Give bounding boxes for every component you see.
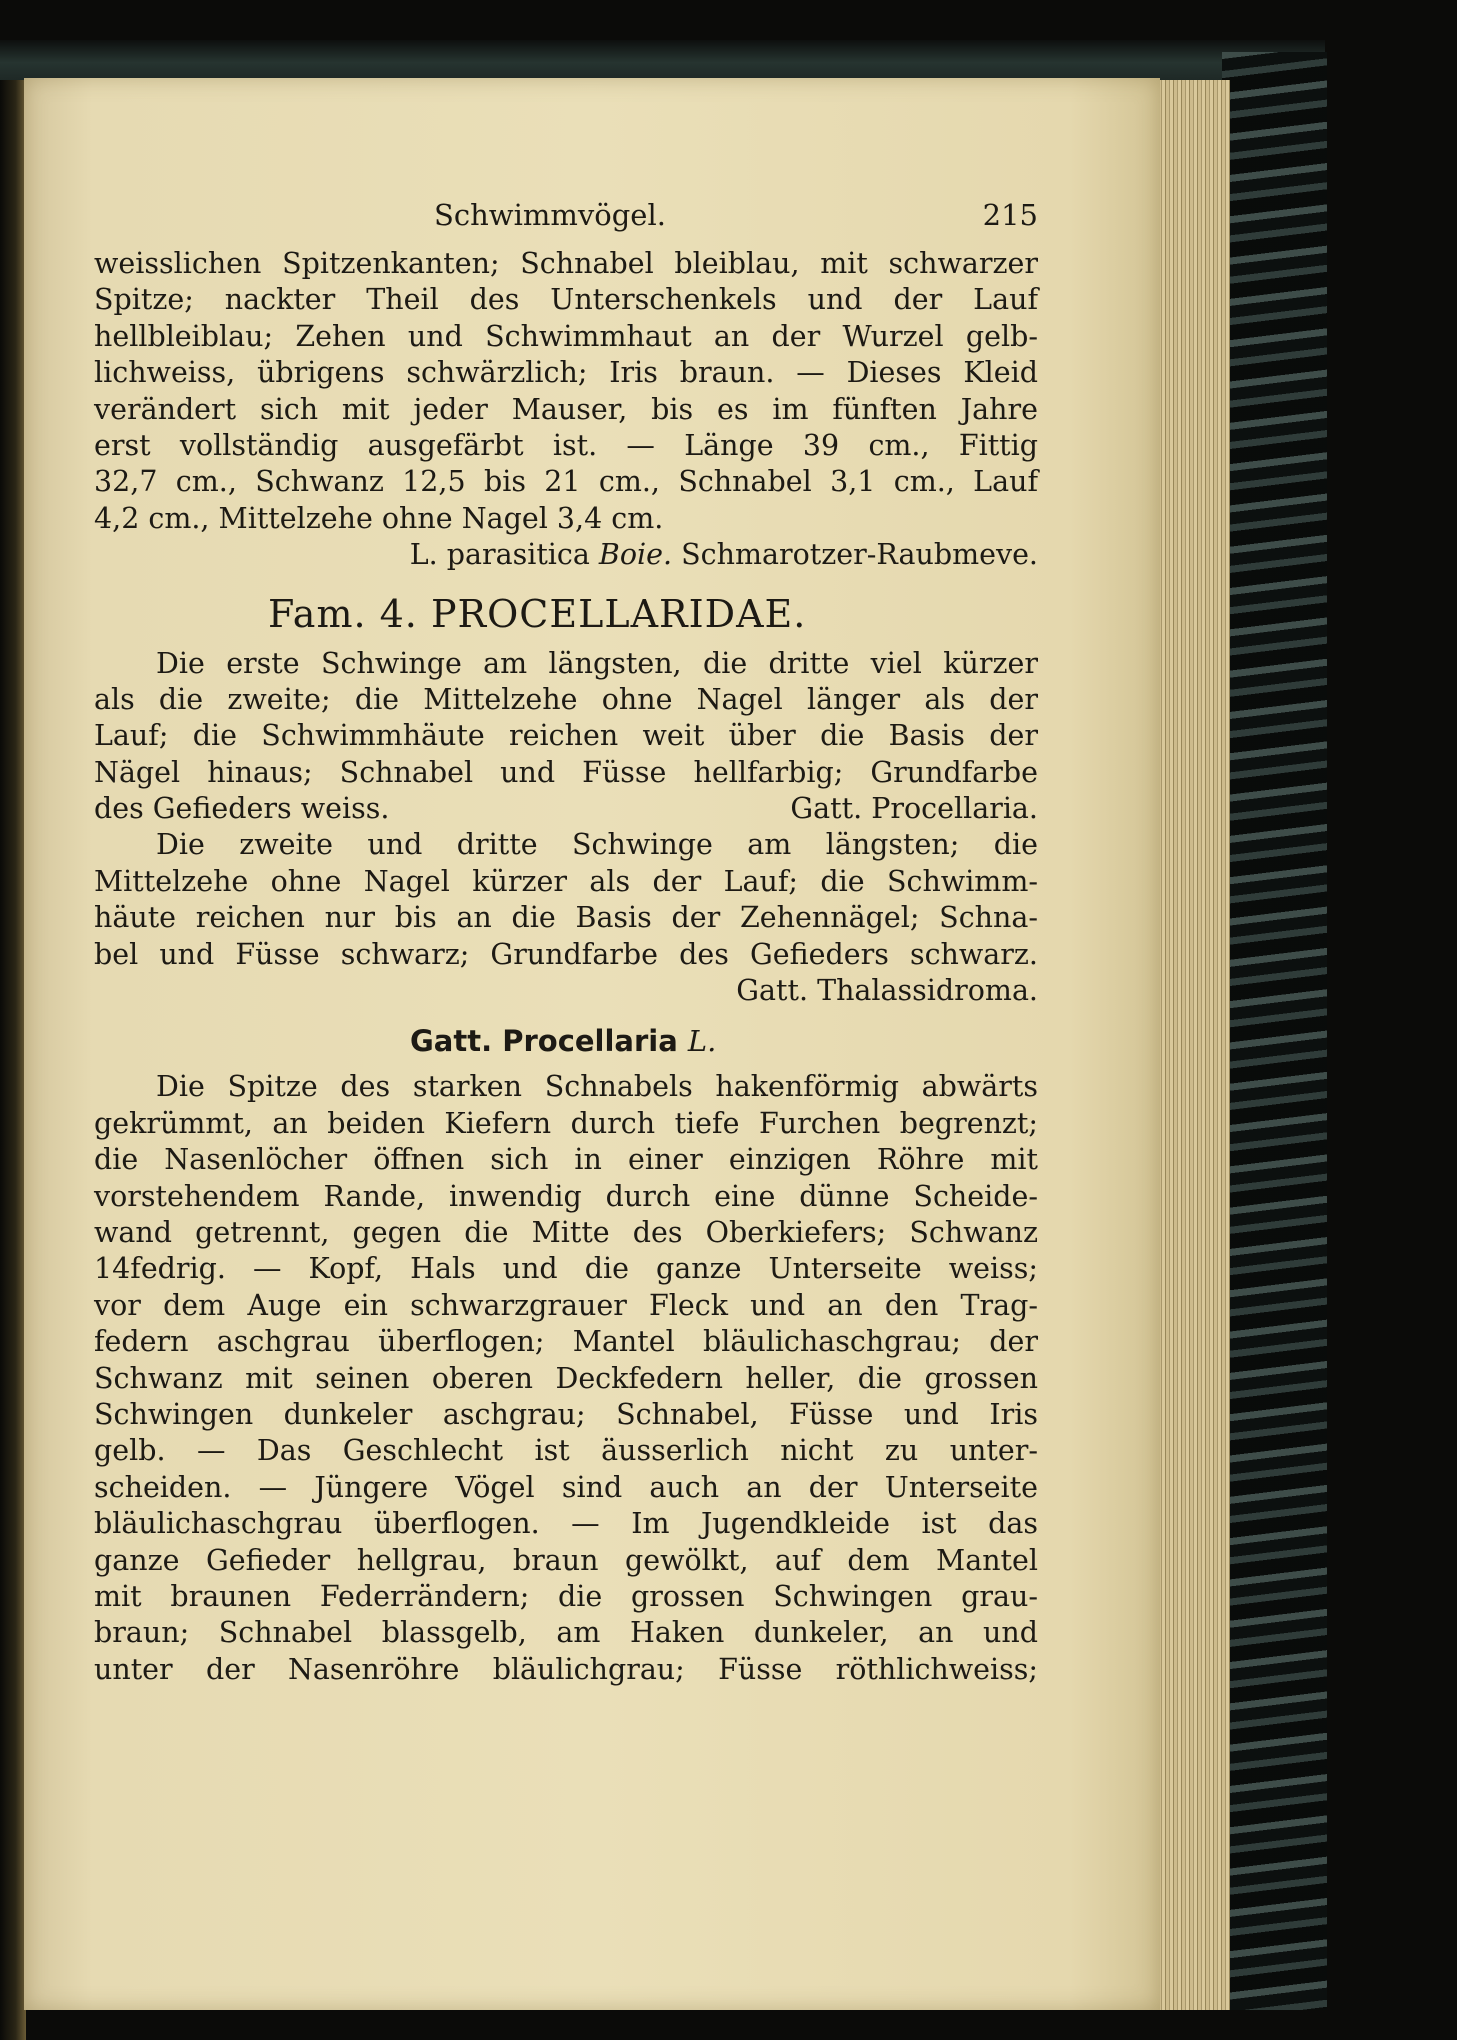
text-line: Schwanz mit seinen oberen Deckfedern heller, die grossen bbox=[94, 1361, 1038, 1395]
book-page bbox=[24, 78, 1160, 2010]
text-line: 4,2 cm., Mittelzehe ohne Nagel 3,4 cm. bbox=[94, 501, 664, 535]
genus-description bbox=[94, 1069, 1038, 1688]
text-line: vorstehendem Rande, inwendig durch eine dünne Scheide- bbox=[94, 1179, 1038, 1213]
running-head-title: Schwimmvögel. bbox=[434, 198, 666, 232]
text-line: scheiden. — Jüngere Vögel sind auch an der Unterseite bbox=[94, 1470, 1038, 1504]
text-line: lichweiss, übrigens schwärzlich; Iris braun. — Dieses Kleid bbox=[94, 356, 1038, 390]
key-genus-thalassidroma: Gatt. Thalassidroma. bbox=[736, 974, 1038, 1008]
genus-key bbox=[94, 646, 1038, 1010]
genus-heading-author: L. bbox=[687, 1024, 717, 1059]
text-line: bläulichaschgrau überflogen. — Im Jugendkleide ist das bbox=[94, 1507, 1038, 1541]
species-line bbox=[94, 537, 1038, 573]
text-line: Mittelzehe ohne Nagel kürzer als der Lauf; die Schwimm- bbox=[94, 864, 1038, 898]
text-line: als die zweite; die Mittelzehe ohne Nagel länger als der bbox=[94, 682, 1038, 716]
text-line: 32,7 cm., Schwanz 12,5 bis 21 cm., Schnabel 3,1 cm., Lauf bbox=[94, 465, 1038, 499]
text-line: hellbleiblau; Zehen und Schwimmhaut an der Wurzel gelb- bbox=[94, 319, 1038, 353]
text-line: unter der Nasenröhre bläulichgrau; Füsse röthlichweiss; bbox=[94, 1652, 1038, 1686]
text-line: federn aschgrau überflogen; Mantel bläulichaschgrau; der bbox=[94, 1325, 1038, 1359]
genus-heading-name: Gatt. Procellaria bbox=[410, 1024, 678, 1059]
text-line: gekrümmt, an beiden Kiefern durch tiefe Furchen begrenzt; bbox=[94, 1106, 1038, 1140]
marbled-cover-edge bbox=[1222, 52, 1327, 2010]
book-cover-left-edge bbox=[0, 80, 26, 2040]
genus-heading bbox=[94, 1019, 1038, 1063]
text-line: erst vollständig ausgefärbt ist. — Länge 39 cm., Fittig bbox=[94, 428, 1038, 462]
text-line: bel und Füsse schwarz; Grundfarbe des Gefieders schwarz. bbox=[94, 937, 1038, 971]
page-number: 215 bbox=[982, 198, 1038, 232]
text-line: Lauf; die Schwimmhäute reichen weit über die Basis der bbox=[94, 719, 1038, 753]
text-line: mit braunen Federrändern; die grossen Schwingen grau- bbox=[94, 1579, 1038, 1613]
text-line: vor dem Auge ein schwarzgrauer Fleck und an den Trag- bbox=[94, 1288, 1038, 1322]
species-common-name: Schmarotzer-Raubmeve. bbox=[681, 538, 1038, 572]
text-line: gelb. — Das Geschlecht ist äusserlich nicht zu unter- bbox=[94, 1434, 1038, 1468]
paragraph-continued bbox=[94, 246, 1038, 574]
text-line: Spitze; nackter Theil des Unterschenkels und der Lauf bbox=[94, 283, 1038, 317]
text-line: Die Spitze des starken Schnabels hakenförmig abwärts bbox=[156, 1070, 1038, 1104]
key-genus-procellaria: Gatt. Procellaria. bbox=[790, 792, 1038, 826]
key-entry-end bbox=[94, 791, 1038, 827]
text-line: 14fedrig. — Kopf, Hals und die ganze Unterseite weiss; bbox=[94, 1252, 1038, 1286]
text-line: wand getrennt, gegen die Mitte des Oberkiefers; Schwanz bbox=[94, 1215, 1038, 1249]
text-line: die Nasenlöcher öffnen sich in einer einzigen Röhre mit bbox=[94, 1143, 1038, 1177]
text-line: Die erste Schwinge am längsten, die dritte viel kürzer bbox=[156, 646, 1038, 680]
text-line: Nägel hinaus; Schnabel und Füsse hellfarbig; Grundfarbe bbox=[94, 755, 1038, 789]
text-line: Die zweite und dritte Schwinge am längsten; die bbox=[156, 828, 1038, 862]
running-head bbox=[94, 198, 1038, 246]
text-line: ganze Gefieder hellgrau, braun gewölkt, auf dem Mantel bbox=[94, 1543, 1038, 1577]
page-text-block bbox=[94, 198, 1038, 1688]
family-heading: Fam. 4. PROCELLARIDAE. bbox=[268, 591, 807, 636]
text-line: braun; Schnabel blassgelb, am Haken dunkeler, an und bbox=[94, 1616, 1038, 1650]
text-line: Schwingen dunkeler aschgrau; Schnabel, Füsse und Iris bbox=[94, 1397, 1038, 1431]
text-line-end: des Gefieders weiss. bbox=[94, 792, 390, 826]
page-stack-edges bbox=[1150, 80, 1230, 2010]
text-line: weisslichen Spitzenkanten; Schnabel bleiblau, mit schwarzer bbox=[94, 247, 1038, 280]
text-line: häute reichen nur bis an die Basis der Zehennägel; Schna- bbox=[94, 901, 1038, 935]
species-name: L. parasitica bbox=[409, 538, 590, 572]
text-line: verändert sich mit jeder Mauser, bis es im fünften Jahre bbox=[94, 392, 1038, 426]
species-author: Boie. bbox=[598, 538, 673, 572]
